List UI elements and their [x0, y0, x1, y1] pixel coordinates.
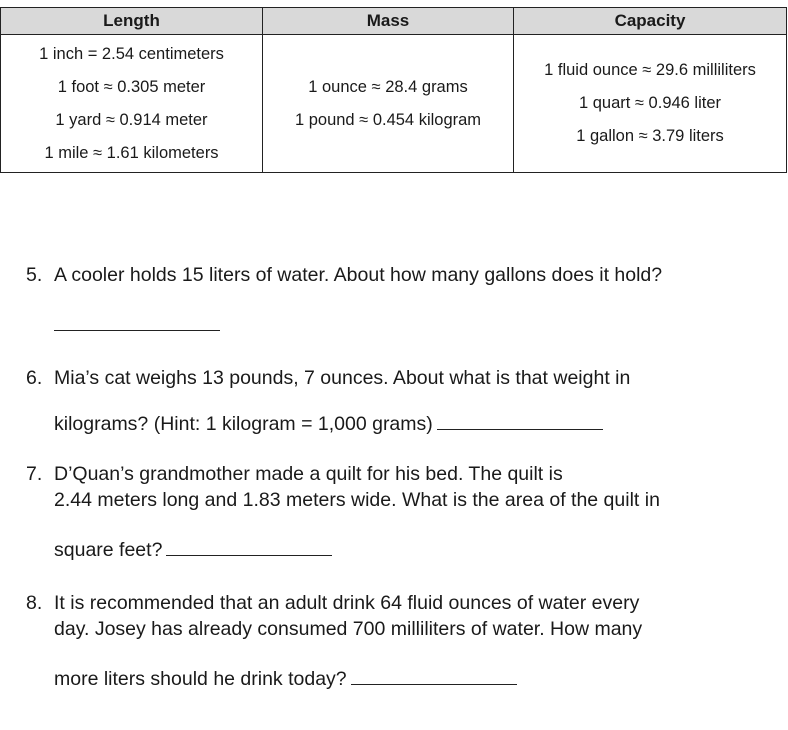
capacity-fact: 1 fluid ounce ≈ 29.6 milliliters [544, 61, 756, 79]
question-line [54, 411, 630, 437]
question-line [54, 537, 660, 563]
conversion-table [0, 7, 787, 173]
length-cell [1, 35, 263, 173]
capacity-fact: 1 gallon ≈ 3.79 liters [576, 127, 724, 145]
question-number: 8. [26, 592, 43, 614]
header-mass: Mass [263, 8, 514, 35]
mass-cell [263, 35, 514, 173]
length-fact: 1 foot ≈ 0.305 meter [57, 77, 206, 96]
question-text [54, 365, 630, 437]
question-line-text: more liters should he drink today? [54, 668, 347, 690]
answer-blank-8[interactable] [351, 666, 517, 685]
question-line-text: kilograms? (Hint: 1 kilogram = 1,000 grams) [54, 413, 433, 435]
table-header-row [1, 8, 787, 35]
question-line-text: square feet? [54, 539, 163, 561]
length-fact: 1 mile ≈ 1.61 kilometers [44, 143, 219, 162]
capacity-fact: 1 quart ≈ 0.946 liter [578, 94, 722, 112]
question-line: day. Josey has already consumed 700 milliliters of water. How many [54, 618, 643, 640]
question-line: Mia’s cat weighs 13 pounds, 7 ounces. About what is that weight in [54, 367, 631, 389]
header-capacity: Capacity [514, 8, 787, 35]
table-body-row [1, 35, 787, 173]
answer-blank-5[interactable] [54, 330, 220, 331]
answer-blank-7[interactable] [166, 537, 332, 556]
mass-fact: 1 ounce ≈ 28.4 grams [308, 77, 468, 96]
question-text [54, 461, 660, 563]
question-line: It is recommended that an adult drink 64 fluid ounces of water every [54, 592, 640, 614]
capacity-cell [514, 35, 787, 173]
question-number: 5. [26, 264, 43, 286]
length-fact: 1 inch = 2.54 centimeters [39, 44, 224, 63]
answer-blank-6[interactable] [437, 411, 603, 430]
question-number: 7. [26, 463, 43, 485]
question-line: A cooler holds 15 liters of water. About how many gallons does it hold? [54, 264, 663, 286]
mass-fact: 1 pound ≈ 0.454 kilogram [294, 110, 482, 129]
header-length: Length [1, 8, 263, 35]
question-line: D’Quan’s grandmother made a quilt for his bed. The quilt is [54, 463, 563, 485]
question-text [54, 262, 662, 288]
question-number: 6. [26, 367, 43, 389]
question-line: 2.44 meters long and 1.83 meters wide. What is the area of the quilt in [54, 489, 660, 511]
length-fact: 1 yard ≈ 0.914 meter [55, 110, 208, 129]
question-line [54, 666, 642, 692]
question-text [54, 590, 642, 692]
